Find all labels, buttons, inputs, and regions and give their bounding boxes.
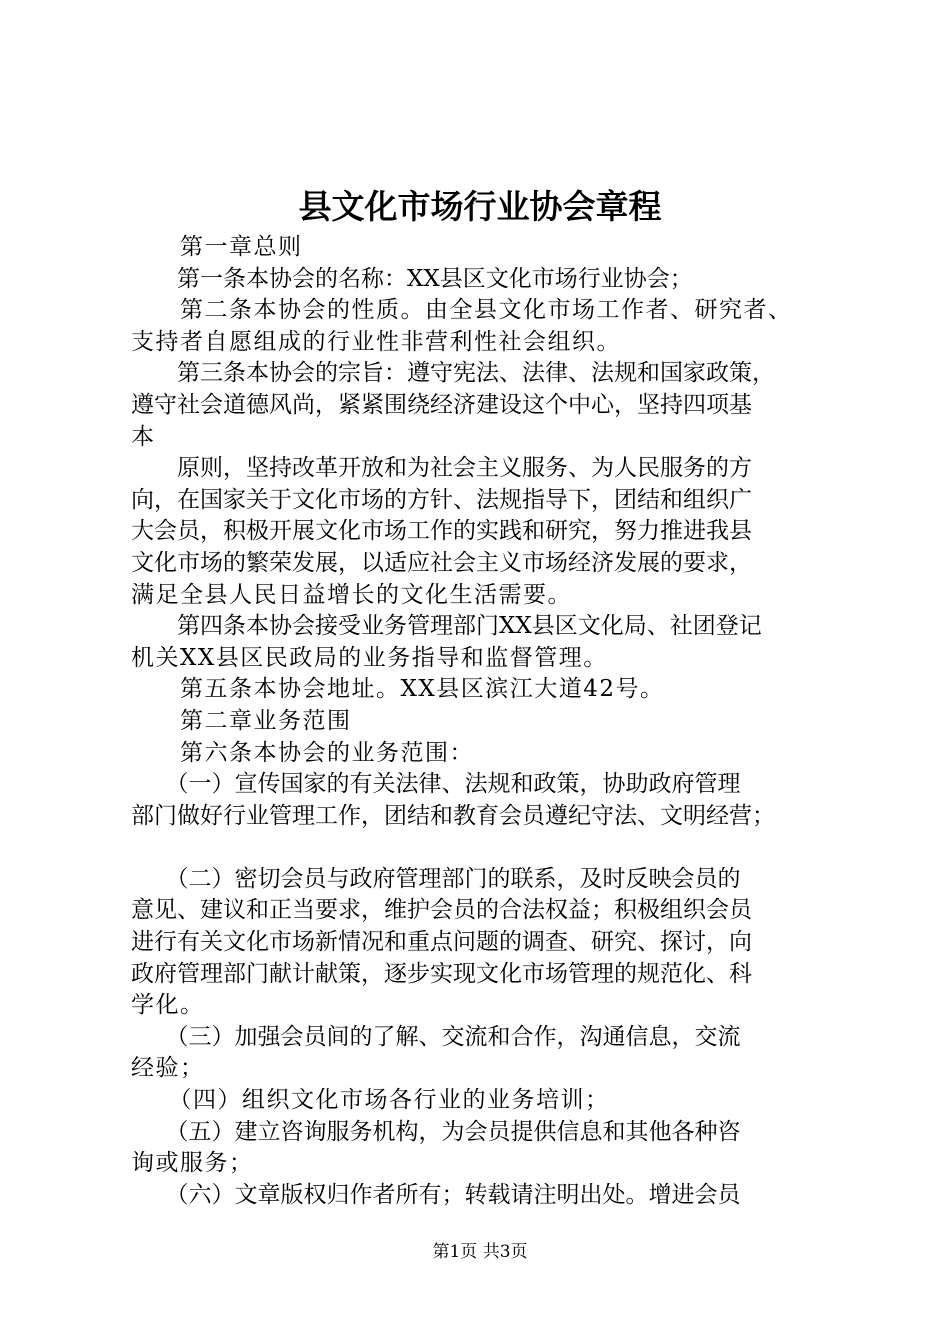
text-line: 进行有关文化市场新情况和重点问题的调查、研究、探讨，向 xyxy=(131,929,752,956)
text-line: 原则，坚持改革开放和为社会主义服务、为人民服务的方 xyxy=(131,455,752,482)
text-line: （五）建立咨询服务机构，为会员提供信息和其他各种咨 xyxy=(131,1118,741,1145)
text-line: 意见、建议和正当要求，维护会员的合法权益；积极组织会员 xyxy=(131,897,752,924)
text-line: 支持者自愿组成的行业性非营利性社会组织。 xyxy=(131,328,621,355)
text-line: （二）密切会员与政府管理部门的联系，及时反映会员的 xyxy=(131,865,741,892)
text-line: （四）组织文化市场各行业的业务培训； xyxy=(131,1087,610,1114)
text-line: 询或服务； xyxy=(131,1150,254,1177)
text-line: 遵守社会道德风尚，紧紧围绕经济建设这个中心，坚持四项基 xyxy=(131,391,752,418)
text-line: （一）宣传国家的有关法律、法规和政策，协助政府管理 xyxy=(131,771,741,798)
text-line: 大会员，积极开展文化市场工作的实践和研究，努力推进我县 xyxy=(131,518,752,545)
text-line: 文化市场的繁荣发展，以适应社会主义市场经济发展的要求， xyxy=(131,549,752,576)
text-line: 经验； xyxy=(131,1055,205,1082)
text-line: 本 xyxy=(131,423,154,450)
text-line: 第一条本协会的名称：XX县区文化市场行业协会； xyxy=(131,265,693,292)
text-line: 向，在国家关于文化市场的方针、法规指导下，团结和组织广 xyxy=(131,486,752,513)
document-body xyxy=(131,232,843,1211)
text-line: 第五条本协会地址。XX县区滨江大道42号。 xyxy=(131,676,665,703)
text-line: 学化。 xyxy=(131,992,205,1019)
blank-line xyxy=(131,832,843,864)
text-line: 机关XX县区民政局的业务指导和监督管理。 xyxy=(131,644,608,671)
text-line: 第六条本协会的业务范围： xyxy=(131,739,474,766)
text-line: 政府管理部门献计献策，逐步实现文化市场管理的规范化、科 xyxy=(131,960,752,987)
page-title: 县文化市场行业协会章程 xyxy=(298,187,662,226)
text-line: 第二条本协会的性质。由全县文化市场工作者、研究者、 xyxy=(131,297,793,324)
text-line: 第四条本协会接受业务管理部门XX县区文化局、社团登记 xyxy=(131,613,762,640)
text-line: 第一章总则 xyxy=(131,234,303,260)
text-line: （六）文章版权归作者所有；转载请注明出处。增进会员 xyxy=(131,1181,741,1208)
page-number: 第1页 共3页 xyxy=(432,1242,528,1262)
text-line: 第二章业务范围 xyxy=(131,707,352,734)
text-line: （三）加强会员间的了解、交流和合作，沟通信息，交流 xyxy=(131,1023,741,1050)
text-line: 第三条本协会的宗旨：遵守宪法、法律、法规和国家政策， xyxy=(131,360,775,387)
text-line: 部门做好行业管理工作，团结和教育会员遵纪守法、文明经营； xyxy=(131,802,775,829)
text-line: 满足全县人民日益增长的文化生活需要。 xyxy=(131,581,572,608)
